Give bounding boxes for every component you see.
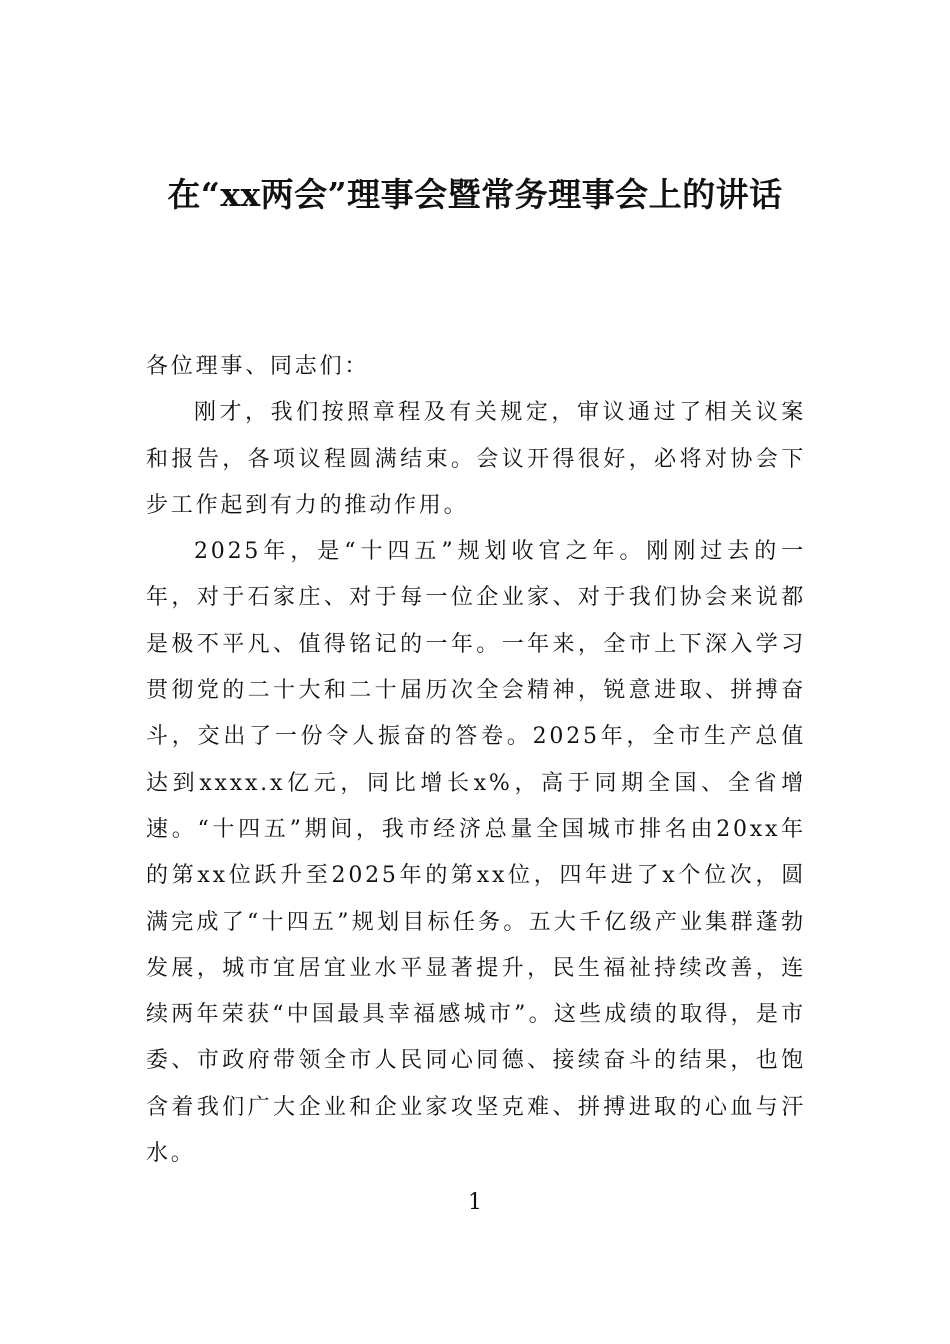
paragraph-1: 刚才，我们按照章程及有关规定，审议通过了相关议案和报告，各项议程圆满结束。会议开得很好，必将对协会下步工作起到有力的推动作用。: [146, 400, 806, 518]
document-body: [146, 344, 806, 1177]
page-number: 1: [468, 1190, 482, 1215]
salutation: 各位理事、同志们：: [146, 354, 370, 379]
paragraph-2: 2025年，是“十四五”规划收官之年。刚刚过去的一年，对于石家庄、对于每一位企业家、对于我们协会来说都是极不平凡、值得铭记的一年。一年来，全市上下深入学习贯彻党的二十大和二十届历次全会精神，锐意进取、拼搏奋斗，交出了一份令人振奋的答卷。2025年，全市生产总值达到xxxx.x亿元，同比增长x%，高于同期全国、全省增速。“十四五”期间，我市经济总量全国城市排名由20xx年的第xx位跃升至2025年的第xx位，四年进了x个位次，圆满完成了“十四五”规划目标任务。五大千亿级产业集群蓬勃发展，城市宜居宜业水平显著提升，民生福祉持续改善，连续两年荣获“中国最具幸福感城市”。这些成绩的取得，是市委、市政府带领全市人民同心同德、接续奋斗的结果，也饱含着我们广大企业和企业家攻坚克难、拼搏进取的心血与汗水。: [146, 539, 806, 1167]
document-title: 在“xx两会”理事会暨常务理事会上的讲话: [167, 175, 783, 214]
